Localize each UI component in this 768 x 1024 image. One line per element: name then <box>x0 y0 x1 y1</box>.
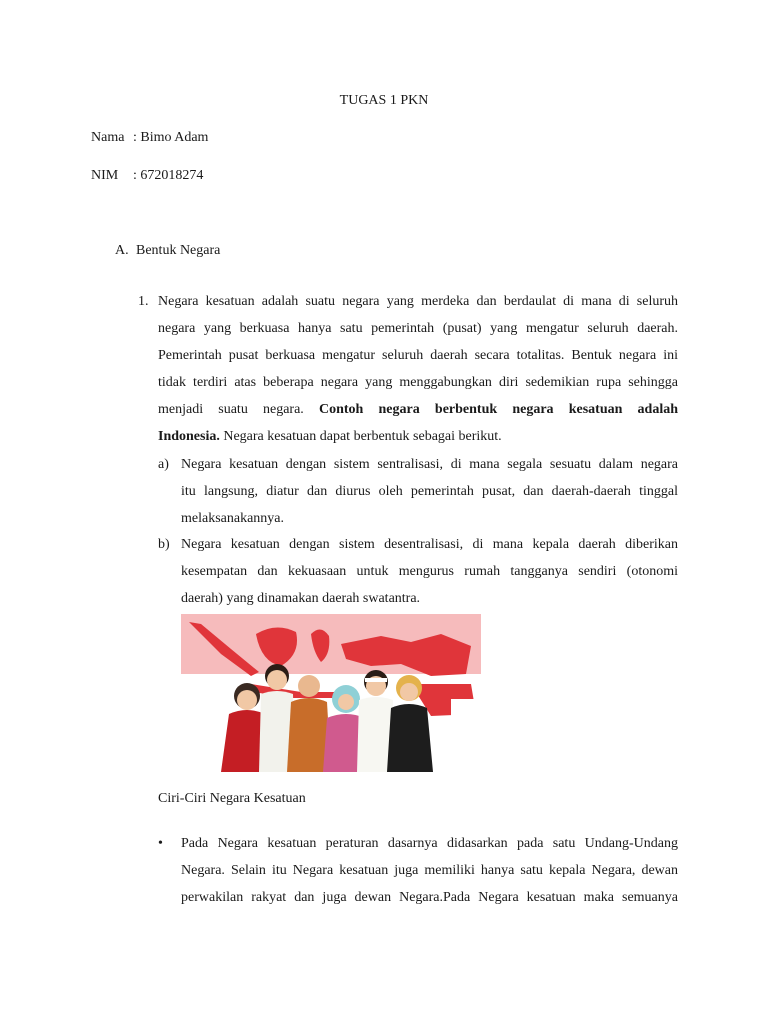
nim-value: : 672018274 <box>133 168 204 183</box>
paragraph-line <box>158 423 678 450</box>
section-marker: A. <box>115 243 129 258</box>
paragraph-line: kesempatan dan kekuasaan untuk mengurus rumah tangganya sendiri (otonomi <box>181 564 678 579</box>
paragraph-bold-text: Indonesia. <box>158 429 220 444</box>
paragraph-line: Negara kesatuan adalah suatu negara yang merdeka dan berdaulat di mana di seluruh <box>158 294 678 309</box>
item-1-paragraph <box>158 288 678 450</box>
sub-item-text <box>181 531 678 612</box>
name-value: : Bimo Adam <box>133 130 209 145</box>
paragraph-line: negara yang berkuasa hanya satu pemerintah (pusat) yang mengatur seluruh daerah. <box>158 321 678 336</box>
section-a-heading <box>115 243 220 259</box>
paragraph-line: Pemerintah pusat berkuasa mengatur seluruh daerah secara totalitas. Bentuk negara ini <box>158 348 678 363</box>
name-label: Nama <box>91 130 125 145</box>
sub-item-text <box>181 451 678 532</box>
illustration-svg <box>181 614 481 772</box>
sub-item-marker: a) <box>158 457 169 472</box>
paragraph-line: itu langsung, diatur dan diurus oleh pemerintah pusat, dan daerah-daerah tinggal <box>181 484 678 499</box>
nim-label: NIM <box>91 168 119 183</box>
sub-item-marker: b) <box>158 537 170 552</box>
paragraph-line: melaksanakannya. <box>181 511 285 526</box>
paragraph-bold-text: Contoh negara berbentuk negara kesatuan adalah <box>319 402 679 417</box>
section-title: Bentuk Negara <box>136 243 221 258</box>
paragraph-text: Negara kesatuan dapat berbentuk sebagai berikut. <box>223 429 502 444</box>
ciri-heading: Ciri-Ciri Negara Kesatuan <box>158 791 306 806</box>
paragraph-line <box>158 396 678 423</box>
nim-line <box>91 168 203 184</box>
bullet-marker: • <box>158 836 163 851</box>
name-line <box>91 130 208 146</box>
paragraph-line: perwakilan rakyat dan juga dewan Negara.Pada Negara kesatuan maka semuanya <box>181 890 678 905</box>
item-number: 1. <box>138 294 149 309</box>
paragraph-line: daerah) yang dinamakan daerah swatantra. <box>181 591 421 606</box>
paragraph-line: Negara kesatuan dengan sistem sentralisasi, di mana segala sesuatu dalam negara <box>181 457 678 472</box>
paragraph-line: tidak terdiri atas beberapa negara yang menggabungkan diri sedemikian rupa sehingga <box>158 375 678 390</box>
paragraph-line: Negara kesatuan dengan sistem desentralisasi, di mana kepala daerah diberikan <box>181 537 678 552</box>
bullet-text <box>181 830 678 911</box>
paragraph-line: Pada Negara kesatuan peraturan dasarnya didasarkan pada satu Undang-Undang <box>181 836 678 851</box>
paragraph-text: menjadi suatu negara. <box>158 402 304 417</box>
document-title: TUGAS 1 PKN <box>339 93 429 108</box>
paragraph-line: Negara. Selain itu Negara kesatuan juga memiliki hanya satu kepala Negara, dewan <box>181 863 678 878</box>
indonesia-unity-illustration <box>181 614 481 772</box>
